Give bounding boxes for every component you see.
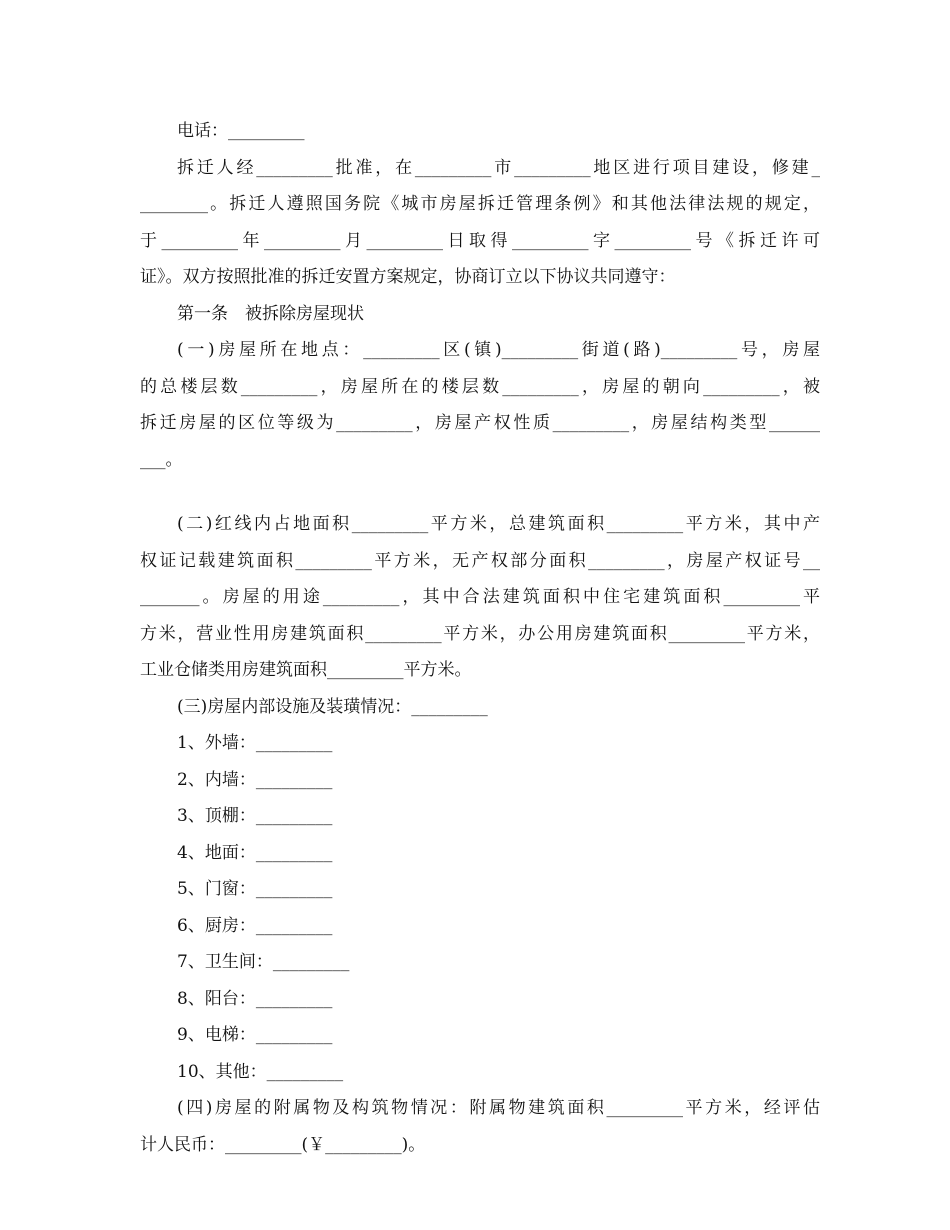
intro-line: 于_________年_________月_________日取得_________字_________号《拆迁许可 [140,230,820,251]
item1-line: ___。 [140,449,183,470]
article-heading: 第一条 被拆除房屋现状 [177,303,364,324]
intro-line: 拆迁人经_________批准，在_________市_________地区进行项目建设，修建_ [177,157,820,178]
item2-line: _______。房屋的用途_________，其中合法建筑面积中住宅建筑面积_________平 [140,587,820,607]
sub-item-exterior-wall: 1、外墙：_________ [177,733,333,753]
sub-item-doors-windows: 5、门窗：_________ [177,879,333,899]
sub-item-kitchen: 6、厨房：_________ [177,915,333,936]
item3-line: (三)房屋内部设施及装璜情况：_________ [177,696,488,717]
sub-item-elevator: 9、电梯：_________ [177,1025,333,1045]
intro-line: ________。拆迁人遵照国务院《城市房屋拆迁管理条例》和其他法律法规的规定， [140,194,820,214]
sub-item-bathroom: 7、卫生间：_________ [177,952,350,972]
item2-line: (二)红线内占地面积_________平方米，总建筑面积_________平方米，其中产 [177,514,820,534]
item1-line: (一)房屋所在地点：_________区(镇)_________街道(路)_________号，房屋 [177,340,820,360]
sub-item-interior-wall: 2、内墙：_________ [177,769,333,790]
phone-line: 电话：_________ [177,121,305,141]
item1-line: 拆迁房屋的区位等级为_________，房屋产权性质_________，房屋结构类型______ [140,413,820,433]
intro-line: 证》。双方按照批准的拆迁安置方案规定，协商订立以下协议共同遵守： [140,267,676,287]
sub-item-ceiling: 3、顶棚：_________ [177,806,333,826]
item2-line: 权证记载建筑面积_________平方米，无产权部分面积_________，房屋产权证号__ [140,550,820,571]
sub-item-floor: 4、地面：_________ [177,842,333,863]
item4-line: (四)房屋的附属物及构筑物情况：附属物建筑面积_________平方米，经评估 [177,1098,820,1118]
sub-item-balcony: 8、阳台：_________ [177,988,333,1009]
sub-item-other: 10、其他：_________ [177,1061,344,1082]
item1-line: 的总楼层数_________，房屋所在的楼层数_________，房屋的朝向_________，被 [140,376,820,397]
item2-line: 方米，营业性用房建筑面积_________平方米，办公用房建筑面积_________平方米， [140,623,820,644]
item2-line: 工业仓储类用房建筑面积_________平方米。 [140,660,472,680]
document-body [140,113,820,1163]
item4-line: 计人民币：_________(￥_________)。 [140,1134,426,1155]
paragraph-gap [140,478,820,506]
